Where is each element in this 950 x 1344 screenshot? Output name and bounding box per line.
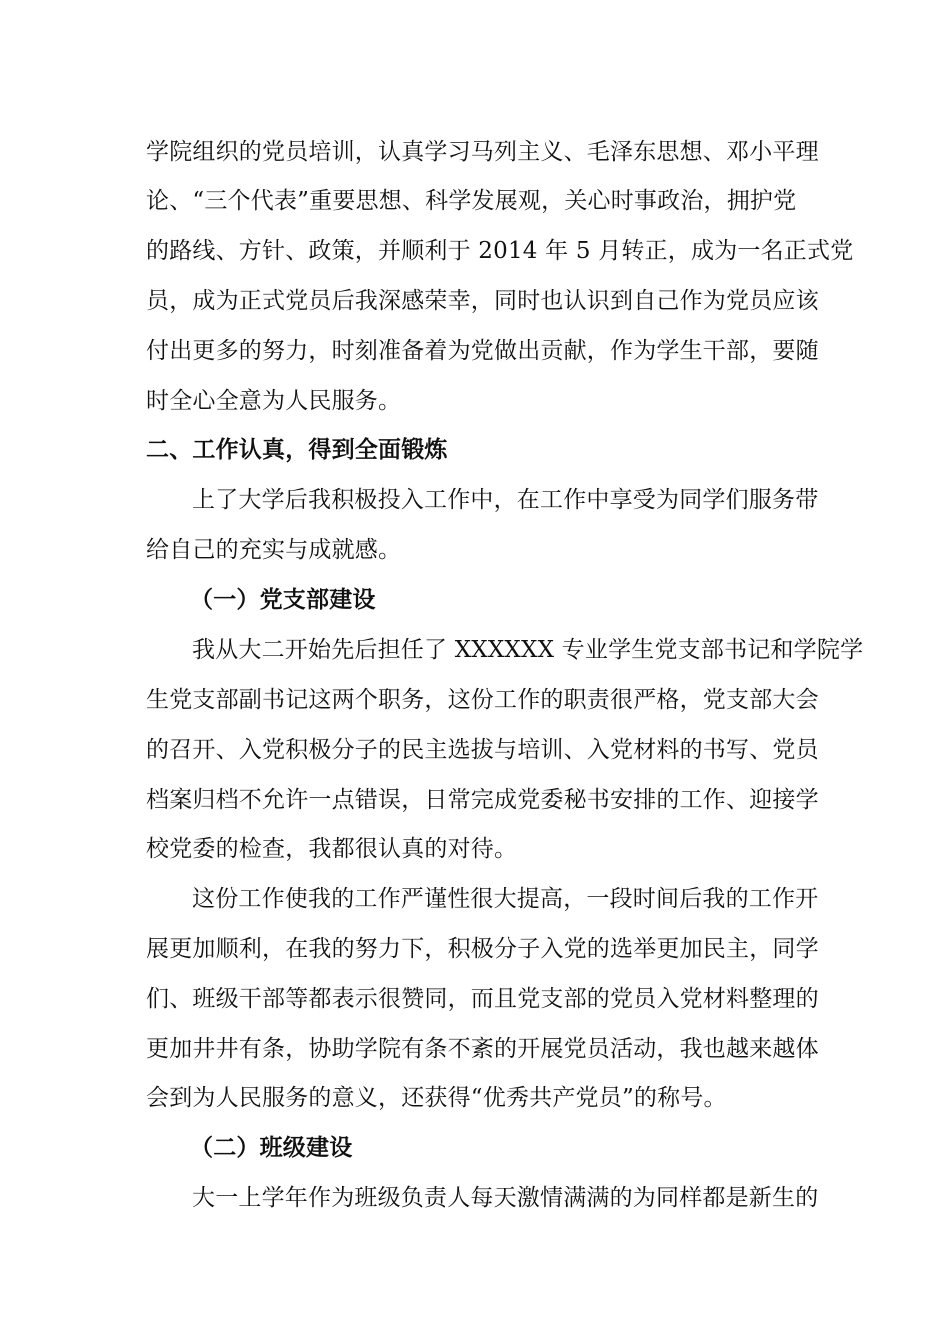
- paragraph-line: 生党支部副书记这两个职务，这份工作的职责很严格，党支部大会: [146, 687, 819, 713]
- paragraph-line: 的召开、入党积极分子的民主选拔与培训、入党材料的书写、党员: [146, 737, 819, 763]
- paragraph-line: 们、班级干部等都表示很赞同，而且党支部的党员入党材料整理的: [146, 986, 819, 1012]
- paragraph-line: 学院组织的党员培训，认真学习马列主义、毛泽东思想、邓小平理: [146, 139, 819, 165]
- section-heading: 二、工作认真，得到全面锻炼: [146, 437, 448, 463]
- paragraph-line: 时全心全意为人民服务。: [146, 388, 402, 414]
- paragraph-line: 校党委的检查，我都很认真的对待。: [146, 836, 518, 862]
- paragraph-line: 展更加顺利，在我的努力下，积极分子入党的选举更加民主，同学: [146, 936, 819, 962]
- paragraph-line: 论、“三个代表”重要思想、科学发展观，关心时事政治，拥护党: [146, 188, 797, 214]
- paragraph-line: 的路线、方针、政策，并顺利于 2014 年 5 月转正，成为一名正式党: [146, 238, 854, 264]
- paragraph-line: 大一上学年作为班级负责人每天激情满满的为同样都是新生的: [192, 1185, 819, 1211]
- paragraph-line: 上了大学后我积极投入工作中，在工作中享受为同学们服务带: [192, 487, 819, 513]
- paragraph-line: 会到为人民服务的意义，还获得“优秀共产党员”的称号。: [146, 1085, 727, 1111]
- paragraph-line: 更加井井有条，协助学院有条不紊的开展党员活动，我也越来越体: [146, 1036, 819, 1062]
- paragraph-line: 这份工作使我的工作严谨性很大提高，一段时间后我的工作开: [192, 886, 819, 912]
- paragraph-line: 我从大二开始先后担任了 XXXXXX 专业学生党支部书记和学院学: [192, 637, 864, 663]
- paragraph-line: 给自己的充实与成就感。: [146, 537, 402, 563]
- paragraph-line: 员，成为正式党员后我深感荣幸，同时也认识到自己作为党员应该: [146, 288, 819, 314]
- subsection-heading: （二）班级建设: [190, 1135, 353, 1161]
- paragraph-line: 付出更多的努力，时刻准备着为党做出贡献，作为学生干部，要随: [146, 338, 819, 364]
- paragraph-line: 档案归档不允许一点错误，日常完成党委秘书安排的工作、迎接学: [146, 787, 819, 813]
- subsection-heading: （一）党支部建设: [190, 587, 376, 613]
